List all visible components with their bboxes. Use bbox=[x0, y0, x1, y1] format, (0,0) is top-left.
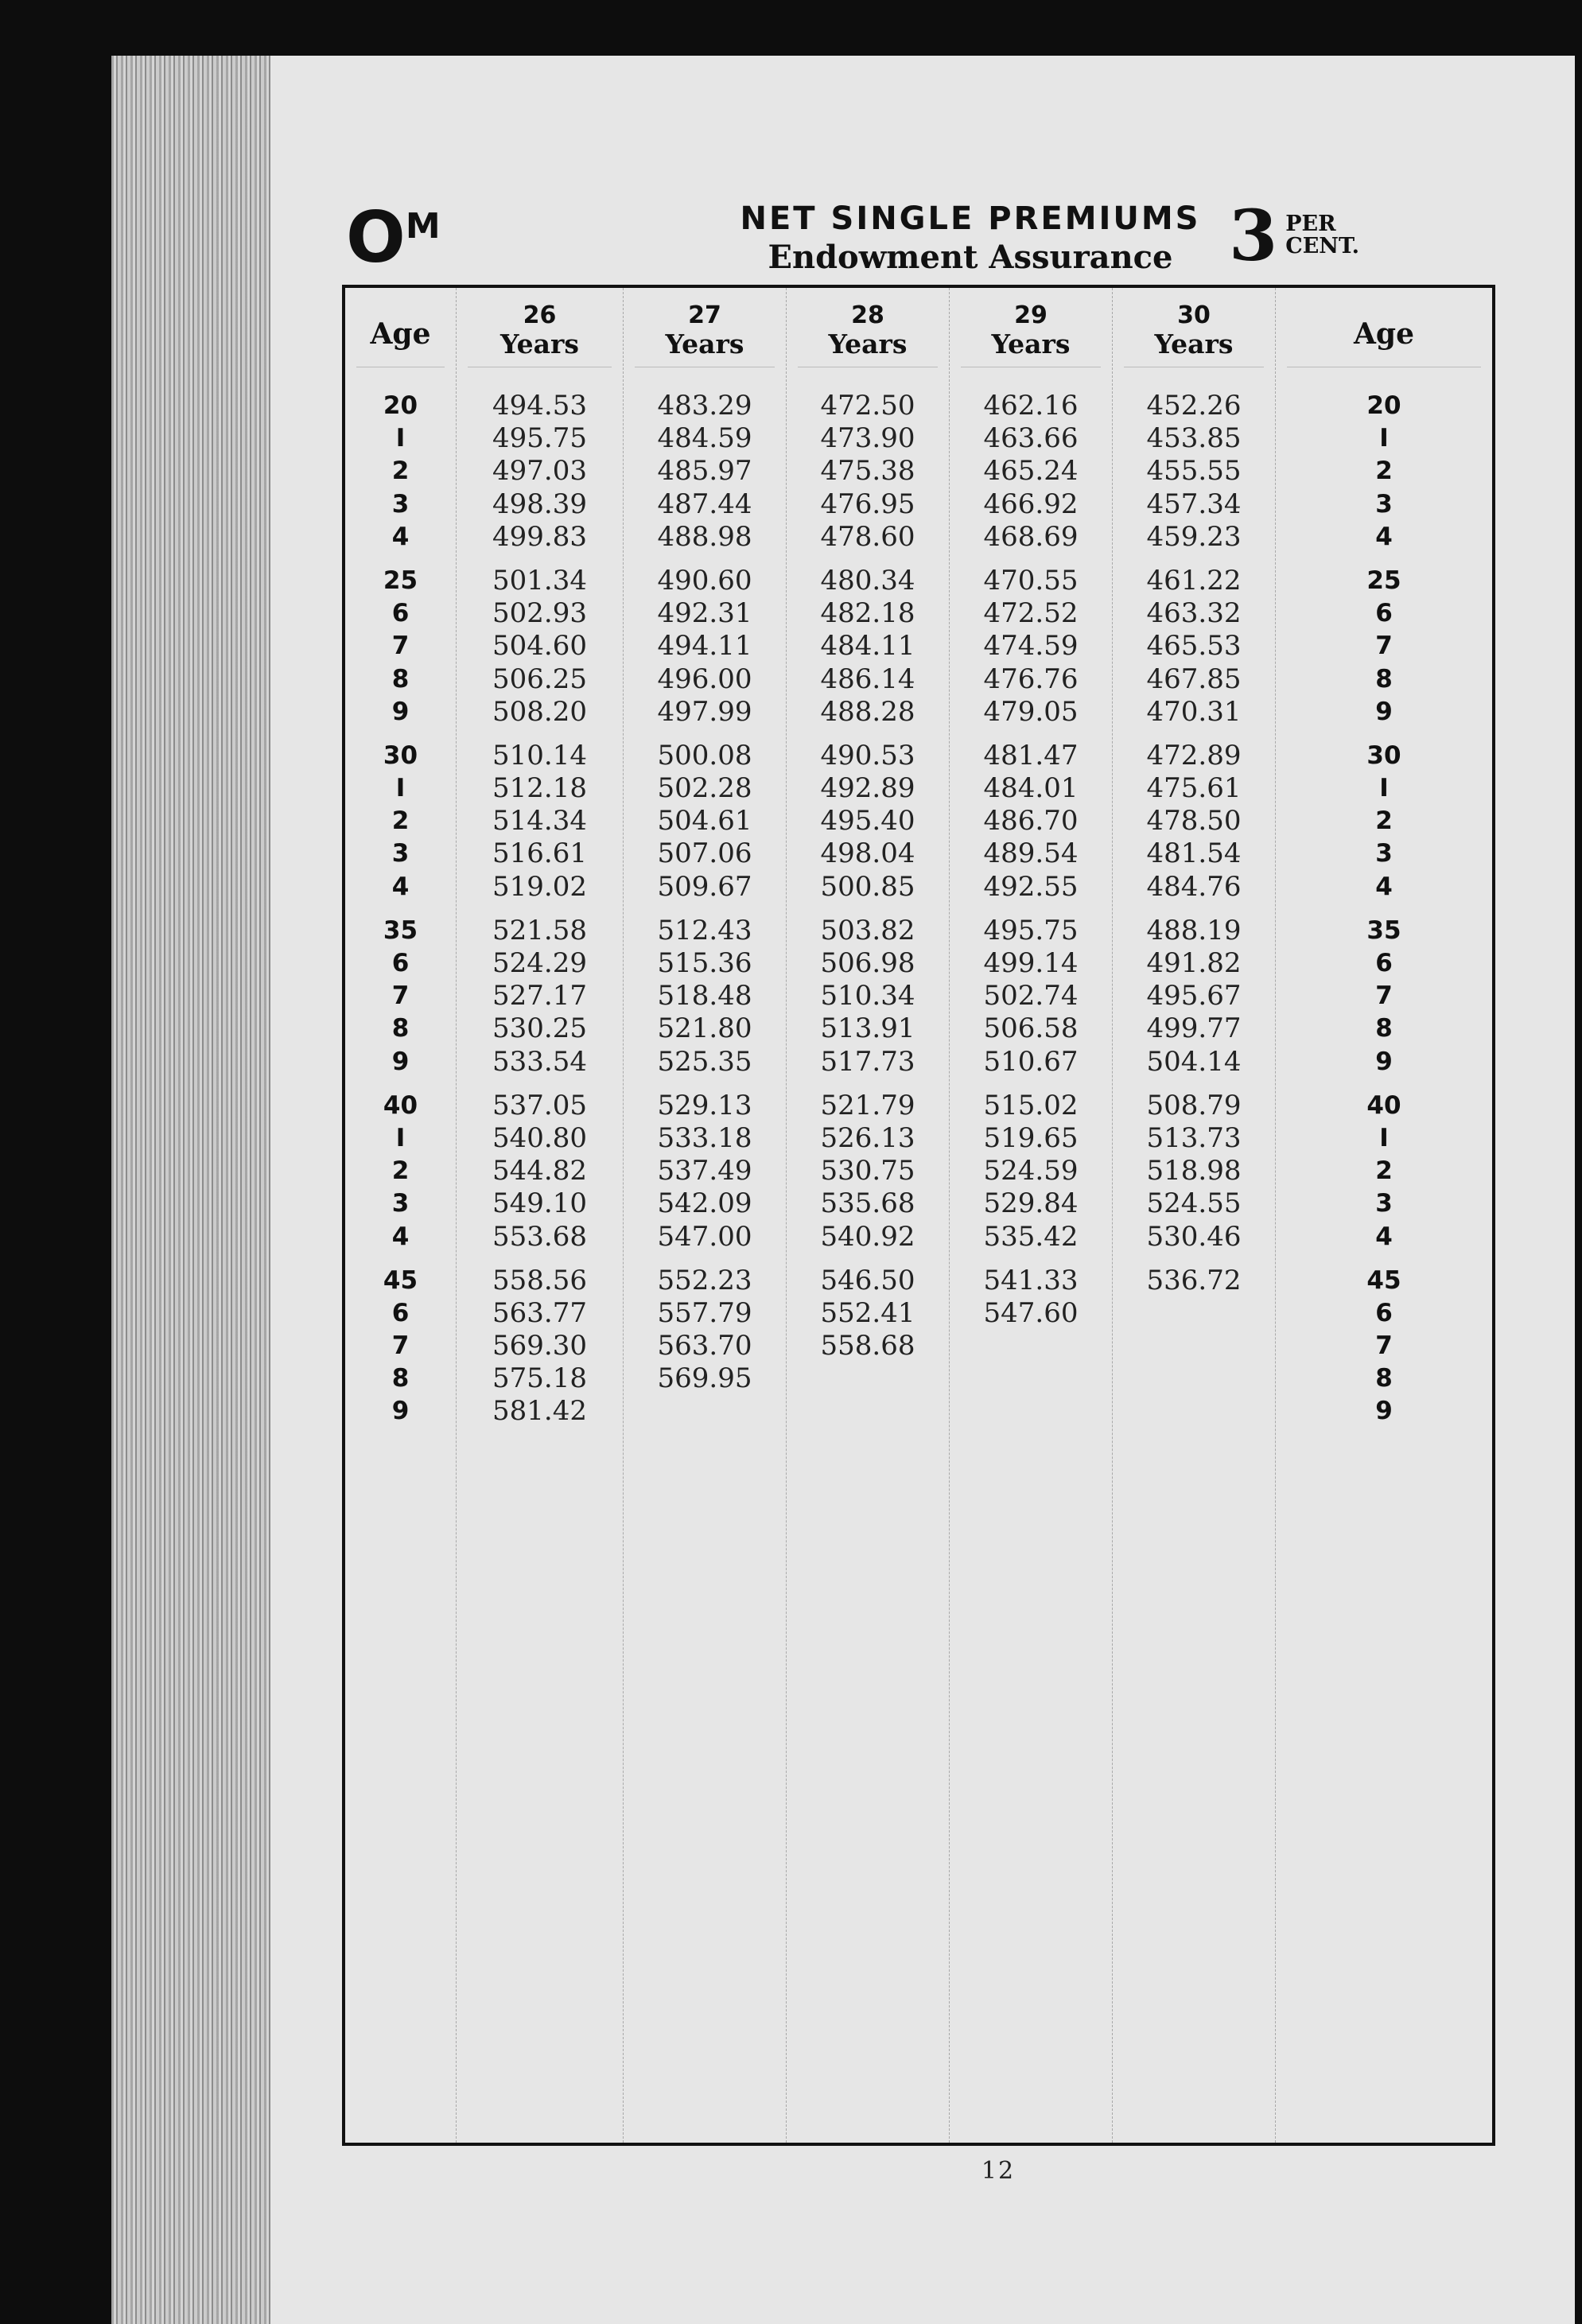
age-cell: 2 bbox=[1375, 1156, 1393, 1186]
premium-cell: 476.95 bbox=[820, 488, 915, 520]
age-list-right bbox=[1276, 367, 1492, 1428]
term-column bbox=[457, 288, 624, 2143]
premium-cell: 506.25 bbox=[492, 663, 587, 695]
premium-cell bbox=[624, 1395, 786, 1428]
premium-cell: 495.75 bbox=[983, 914, 1079, 946]
premium-cell: 558.68 bbox=[820, 1330, 915, 1362]
years-label: Years bbox=[665, 328, 744, 359]
premium-cell: 516.61 bbox=[492, 837, 587, 870]
age-cell: 4 bbox=[391, 522, 410, 551]
age-header-left bbox=[356, 288, 445, 367]
premium-cell: 497.03 bbox=[492, 455, 587, 488]
premium-cell: 506.58 bbox=[983, 1012, 1079, 1045]
premium-cell: 527.17 bbox=[492, 980, 587, 1012]
age-cell: 2 bbox=[391, 806, 410, 836]
age-column-right bbox=[1276, 288, 1492, 2143]
age-cell: 9 bbox=[1375, 1047, 1393, 1076]
premium-cell: 521.80 bbox=[657, 1012, 752, 1045]
rate-unit-line-2: CENT. bbox=[1285, 234, 1359, 258]
age-cell: 35 bbox=[383, 915, 418, 945]
premium-cell: 453.85 bbox=[1146, 422, 1242, 455]
age-cell: 7 bbox=[1375, 981, 1393, 1011]
premium-cell: 542.09 bbox=[657, 1187, 752, 1220]
premium-cell: 510.34 bbox=[820, 980, 915, 1012]
age-cell: 8 bbox=[391, 664, 410, 694]
term-years: 30 bbox=[1177, 301, 1211, 329]
premium-cell: 468.69 bbox=[983, 520, 1079, 553]
age-cell: 40 bbox=[1366, 1090, 1401, 1120]
age-cell: 3 bbox=[1375, 1189, 1393, 1218]
premium-cell: 463.66 bbox=[983, 422, 1079, 455]
premium-cell: 496.00 bbox=[657, 663, 752, 695]
age-cell: 30 bbox=[1366, 740, 1401, 770]
premium-cell bbox=[950, 1330, 1112, 1362]
premium-cell: 470.31 bbox=[1146, 695, 1242, 728]
age-cell: 2 bbox=[391, 457, 410, 486]
premium-cell: 480.34 bbox=[820, 564, 915, 597]
age-cell: I bbox=[395, 424, 406, 453]
premium-values bbox=[787, 367, 949, 1428]
premium-cell: 533.18 bbox=[657, 1121, 752, 1154]
age-cell: I bbox=[395, 1123, 406, 1152]
age-cell: 3 bbox=[391, 1189, 410, 1218]
premium-cell: 494.53 bbox=[492, 390, 587, 422]
premium-cell: 495.75 bbox=[492, 422, 587, 455]
age-cell: 25 bbox=[1366, 565, 1401, 595]
age-cell: 6 bbox=[1375, 949, 1393, 977]
premium-cell: 495.67 bbox=[1146, 980, 1242, 1012]
premium-cell bbox=[787, 1362, 949, 1395]
term-header bbox=[961, 288, 1101, 367]
premium-cell: 504.61 bbox=[657, 805, 752, 837]
age-cell: 3 bbox=[391, 489, 410, 519]
interest-rate bbox=[1229, 194, 1359, 277]
age-cell: 8 bbox=[1375, 664, 1393, 694]
premium-values bbox=[624, 367, 786, 1428]
age-cell: 45 bbox=[1366, 1265, 1401, 1295]
age-cell: I bbox=[1379, 774, 1389, 803]
premium-cell: 557.79 bbox=[657, 1296, 752, 1329]
premium-cell: 455.55 bbox=[1146, 455, 1242, 488]
premium-cell: 510.14 bbox=[492, 739, 587, 771]
premium-cell: 498.39 bbox=[492, 488, 587, 520]
term-column bbox=[624, 288, 787, 2143]
premium-cell: 479.05 bbox=[983, 695, 1079, 728]
premium-cell: 544.82 bbox=[492, 1155, 587, 1187]
premium-cell: 499.14 bbox=[983, 947, 1079, 979]
term-years: 26 bbox=[523, 301, 557, 329]
premium-cell: 553.68 bbox=[492, 1220, 587, 1253]
premium-cell: 467.85 bbox=[1146, 663, 1242, 695]
premium-cell: 512.18 bbox=[492, 772, 587, 805]
age-cell: 6 bbox=[391, 949, 410, 977]
premium-cell: 509.67 bbox=[657, 870, 752, 903]
premium-cell: 492.31 bbox=[657, 597, 752, 630]
premium-cell: 486.14 bbox=[820, 663, 915, 695]
premium-cell: 488.98 bbox=[657, 520, 752, 553]
term-header bbox=[1124, 288, 1264, 367]
age-cell: I bbox=[395, 774, 406, 803]
age-label: Age bbox=[370, 317, 431, 351]
premium-cell: 465.24 bbox=[983, 455, 1079, 488]
premium-cell: 529.13 bbox=[657, 1089, 752, 1121]
age-cell: 4 bbox=[1375, 522, 1393, 551]
premium-cell: 502.74 bbox=[983, 980, 1079, 1012]
premium-cell: 500.85 bbox=[820, 870, 915, 903]
premium-cell: 513.73 bbox=[1146, 1121, 1242, 1154]
premium-cell: 492.89 bbox=[820, 772, 915, 805]
premium-cell: 530.75 bbox=[820, 1155, 915, 1187]
age-cell: 7 bbox=[391, 1331, 410, 1361]
premium-cell: 499.83 bbox=[492, 520, 587, 553]
premium-cell: 478.60 bbox=[820, 520, 915, 553]
age-cell: 6 bbox=[391, 1298, 410, 1327]
premium-cell: 484.01 bbox=[983, 772, 1079, 805]
age-cell: 3 bbox=[1375, 489, 1393, 519]
premium-cell: 490.53 bbox=[820, 739, 915, 771]
years-label: Years bbox=[828, 328, 908, 359]
premium-cell: 483.29 bbox=[657, 390, 752, 422]
age-cell: 6 bbox=[1375, 599, 1393, 628]
premium-cell: 533.54 bbox=[492, 1045, 587, 1078]
term-header bbox=[468, 288, 612, 367]
premium-cell: 540.80 bbox=[492, 1121, 587, 1154]
age-cell: 4 bbox=[1375, 1222, 1393, 1251]
premium-cell: 492.55 bbox=[983, 870, 1079, 903]
premium-cell: 510.67 bbox=[983, 1045, 1079, 1078]
premium-cell: 536.72 bbox=[1146, 1264, 1242, 1296]
premium-cell: 498.04 bbox=[820, 837, 915, 870]
premium-cell: 459.23 bbox=[1146, 520, 1242, 553]
premium-cell: 541.33 bbox=[983, 1264, 1079, 1296]
age-cell: I bbox=[1379, 1123, 1389, 1152]
premium-cell: 482.18 bbox=[820, 597, 915, 630]
premium-cell: 517.73 bbox=[820, 1045, 915, 1078]
premium-cell: 513.91 bbox=[820, 1012, 915, 1045]
premium-cell: 503.82 bbox=[820, 914, 915, 946]
premium-values bbox=[950, 367, 1112, 1428]
premium-cell: 488.28 bbox=[820, 695, 915, 728]
premium-cell bbox=[1113, 1297, 1275, 1330]
page-title bbox=[652, 194, 1289, 277]
premium-cell: 461.22 bbox=[1146, 564, 1242, 597]
premium-cell: 552.23 bbox=[657, 1264, 752, 1296]
title-line-1: NET SINGLE PREMIUMS bbox=[740, 200, 1201, 237]
premium-cell: 485.97 bbox=[657, 455, 752, 488]
age-cell: 45 bbox=[383, 1265, 418, 1295]
years-label: Years bbox=[991, 328, 1071, 359]
premium-cell: 515.02 bbox=[983, 1089, 1079, 1121]
premium-cell: 569.95 bbox=[657, 1362, 752, 1395]
premium-cell: 484.76 bbox=[1146, 870, 1242, 903]
premium-cell: 506.98 bbox=[820, 947, 915, 979]
premium-cell: 518.98 bbox=[1146, 1155, 1242, 1187]
age-cell: 7 bbox=[1375, 1331, 1393, 1361]
premium-cell: 552.41 bbox=[820, 1296, 915, 1329]
premium-cell: 465.53 bbox=[1146, 630, 1242, 663]
age-cell: 20 bbox=[1366, 391, 1401, 420]
age-cell: 9 bbox=[391, 697, 410, 726]
premium-cell: 502.28 bbox=[657, 772, 752, 805]
page-edge-stack bbox=[111, 56, 270, 2324]
premium-cell: 494.11 bbox=[657, 630, 752, 663]
term-years: 28 bbox=[851, 301, 884, 329]
premium-cell: 472.50 bbox=[820, 390, 915, 422]
premium-cell: 512.43 bbox=[657, 914, 752, 946]
age-cell: 8 bbox=[1375, 1364, 1393, 1393]
premium-cell: 463.32 bbox=[1146, 597, 1242, 630]
premium-cell: 504.14 bbox=[1146, 1045, 1242, 1078]
page-number: 12 bbox=[981, 2157, 1016, 2185]
age-cell: 7 bbox=[1375, 632, 1393, 661]
premium-cell: 487.44 bbox=[657, 488, 752, 520]
term-years: 29 bbox=[1014, 301, 1048, 329]
premium-cell: 508.20 bbox=[492, 695, 587, 728]
premium-cell: 495.40 bbox=[820, 805, 915, 837]
premium-cell: 529.84 bbox=[983, 1187, 1079, 1220]
age-cell: 40 bbox=[383, 1090, 418, 1120]
age-cell: 9 bbox=[391, 1047, 410, 1076]
age-list-left bbox=[345, 367, 456, 1428]
premium-cell: 491.82 bbox=[1146, 947, 1242, 979]
age-cell: 7 bbox=[391, 981, 410, 1011]
age-cell: 3 bbox=[1375, 839, 1393, 869]
term-header bbox=[798, 288, 938, 367]
premium-cell: 457.34 bbox=[1146, 488, 1242, 520]
premium-cell: 476.76 bbox=[983, 663, 1079, 695]
premium-cell: 514.34 bbox=[492, 805, 587, 837]
age-cell: 2 bbox=[391, 1156, 410, 1186]
premium-cell: 519.02 bbox=[492, 870, 587, 903]
premium-cell: 488.19 bbox=[1146, 914, 1242, 946]
age-cell: 4 bbox=[391, 1222, 410, 1251]
premium-cell: 499.77 bbox=[1146, 1012, 1242, 1045]
premium-cell: 521.79 bbox=[820, 1089, 915, 1121]
premium-cell: 558.56 bbox=[492, 1264, 587, 1296]
premium-cell: 472.89 bbox=[1146, 739, 1242, 771]
premium-cell: 563.70 bbox=[657, 1330, 752, 1362]
premium-values bbox=[457, 367, 623, 1428]
premium-cell bbox=[1113, 1362, 1275, 1395]
premium-cell: 546.50 bbox=[820, 1264, 915, 1296]
table-code bbox=[346, 196, 441, 278]
table-code-superscript: M bbox=[405, 206, 441, 247]
premium-cell: 547.60 bbox=[983, 1296, 1079, 1329]
term-column bbox=[787, 288, 950, 2143]
premium-cell: 486.70 bbox=[983, 805, 1079, 837]
premium-cell bbox=[787, 1395, 949, 1428]
premium-cell: 500.08 bbox=[657, 739, 752, 771]
age-cell: 9 bbox=[391, 1397, 410, 1426]
term-years: 27 bbox=[688, 301, 721, 329]
premium-cell: 569.30 bbox=[492, 1330, 587, 1362]
premium-cell: 481.47 bbox=[983, 739, 1079, 771]
premium-cell: 478.50 bbox=[1146, 805, 1242, 837]
age-cell: 2 bbox=[1375, 457, 1393, 486]
premium-cell: 530.25 bbox=[492, 1012, 587, 1045]
years-label: Years bbox=[1154, 328, 1234, 359]
premium-cell: 524.29 bbox=[492, 947, 587, 979]
premium-cell: 481.54 bbox=[1146, 837, 1242, 870]
premium-cell: 515.36 bbox=[657, 947, 752, 979]
age-label: Age bbox=[1353, 317, 1414, 351]
premium-cell: 508.79 bbox=[1146, 1089, 1242, 1121]
premium-cell: 575.18 bbox=[492, 1362, 587, 1395]
premium-cell: 537.49 bbox=[657, 1155, 752, 1187]
premium-cell: 524.55 bbox=[1146, 1187, 1242, 1220]
age-cell: 20 bbox=[383, 391, 418, 420]
premium-cell: 547.00 bbox=[657, 1220, 752, 1253]
premium-cell: 475.61 bbox=[1146, 772, 1242, 805]
age-cell: 6 bbox=[1375, 1298, 1393, 1327]
premium-cell bbox=[950, 1362, 1112, 1395]
premium-cell: 462.16 bbox=[983, 390, 1079, 422]
rate-unit bbox=[1285, 213, 1359, 258]
age-cell: 25 bbox=[383, 565, 418, 595]
age-cell: 8 bbox=[391, 1014, 410, 1043]
premium-cell: 563.77 bbox=[492, 1296, 587, 1329]
premium-cell: 501.34 bbox=[492, 564, 587, 597]
premium-cell: 490.60 bbox=[657, 564, 752, 597]
term-header bbox=[635, 288, 775, 367]
premium-cell: 526.13 bbox=[820, 1121, 915, 1154]
premium-cell: 537.05 bbox=[492, 1089, 587, 1121]
premium-values bbox=[1113, 367, 1275, 1428]
age-cell: 30 bbox=[383, 740, 418, 770]
premium-cell: 535.68 bbox=[820, 1187, 915, 1220]
age-cell: 4 bbox=[391, 872, 410, 901]
age-cell: 3 bbox=[391, 839, 410, 869]
premium-cell: 484.11 bbox=[820, 630, 915, 663]
premium-cell bbox=[1113, 1395, 1275, 1428]
premium-cell: 540.92 bbox=[820, 1220, 915, 1253]
premium-cell: 502.93 bbox=[492, 597, 587, 630]
age-cell: I bbox=[1379, 424, 1389, 453]
premium-cell: 581.42 bbox=[492, 1395, 587, 1428]
years-label: Years bbox=[499, 328, 580, 359]
premium-cell: 507.06 bbox=[657, 837, 752, 870]
premium-cell: 535.42 bbox=[983, 1220, 1079, 1253]
premium-cell: 519.65 bbox=[983, 1121, 1079, 1154]
premium-cell: 474.59 bbox=[983, 630, 1079, 663]
rate-number: 3 bbox=[1229, 194, 1278, 277]
premium-cell: 475.38 bbox=[820, 455, 915, 488]
age-cell: 9 bbox=[1375, 697, 1393, 726]
premium-cell: 489.54 bbox=[983, 837, 1079, 870]
title-line-2: Endowment Assurance bbox=[768, 239, 1173, 276]
premium-cell bbox=[1113, 1330, 1275, 1362]
age-cell: 8 bbox=[1375, 1014, 1393, 1043]
premium-table bbox=[342, 285, 1495, 2146]
age-cell: 4 bbox=[1375, 872, 1393, 901]
premium-cell: 525.35 bbox=[657, 1045, 752, 1078]
age-header-right bbox=[1287, 288, 1481, 367]
premium-cell: 452.26 bbox=[1146, 390, 1242, 422]
rate-unit-line-1: PER bbox=[1285, 211, 1336, 236]
age-cell: 35 bbox=[1366, 915, 1401, 945]
term-column bbox=[1113, 288, 1276, 2143]
age-cell: 2 bbox=[1375, 806, 1393, 836]
premium-cell: 473.90 bbox=[820, 422, 915, 455]
age-cell: 7 bbox=[391, 632, 410, 661]
premium-cell: 470.55 bbox=[983, 564, 1079, 597]
age-column-left bbox=[345, 288, 457, 2143]
premium-cell: 530.46 bbox=[1146, 1220, 1242, 1253]
premium-cell: 549.10 bbox=[492, 1187, 587, 1220]
premium-cell: 521.58 bbox=[492, 914, 587, 946]
age-cell: 9 bbox=[1375, 1397, 1393, 1426]
table-code-letter: O bbox=[346, 196, 406, 278]
premium-cell: 466.92 bbox=[983, 488, 1079, 520]
premium-cell: 472.52 bbox=[983, 597, 1079, 630]
age-cell: 8 bbox=[391, 1364, 410, 1393]
age-cell: 6 bbox=[391, 599, 410, 628]
term-column bbox=[950, 288, 1113, 2143]
premium-cell: 504.60 bbox=[492, 630, 587, 663]
premium-cell: 518.48 bbox=[657, 980, 752, 1012]
premium-cell: 484.59 bbox=[657, 422, 752, 455]
premium-cell: 524.59 bbox=[983, 1155, 1079, 1187]
premium-cell: 497.99 bbox=[657, 695, 752, 728]
premium-cell bbox=[950, 1395, 1112, 1428]
